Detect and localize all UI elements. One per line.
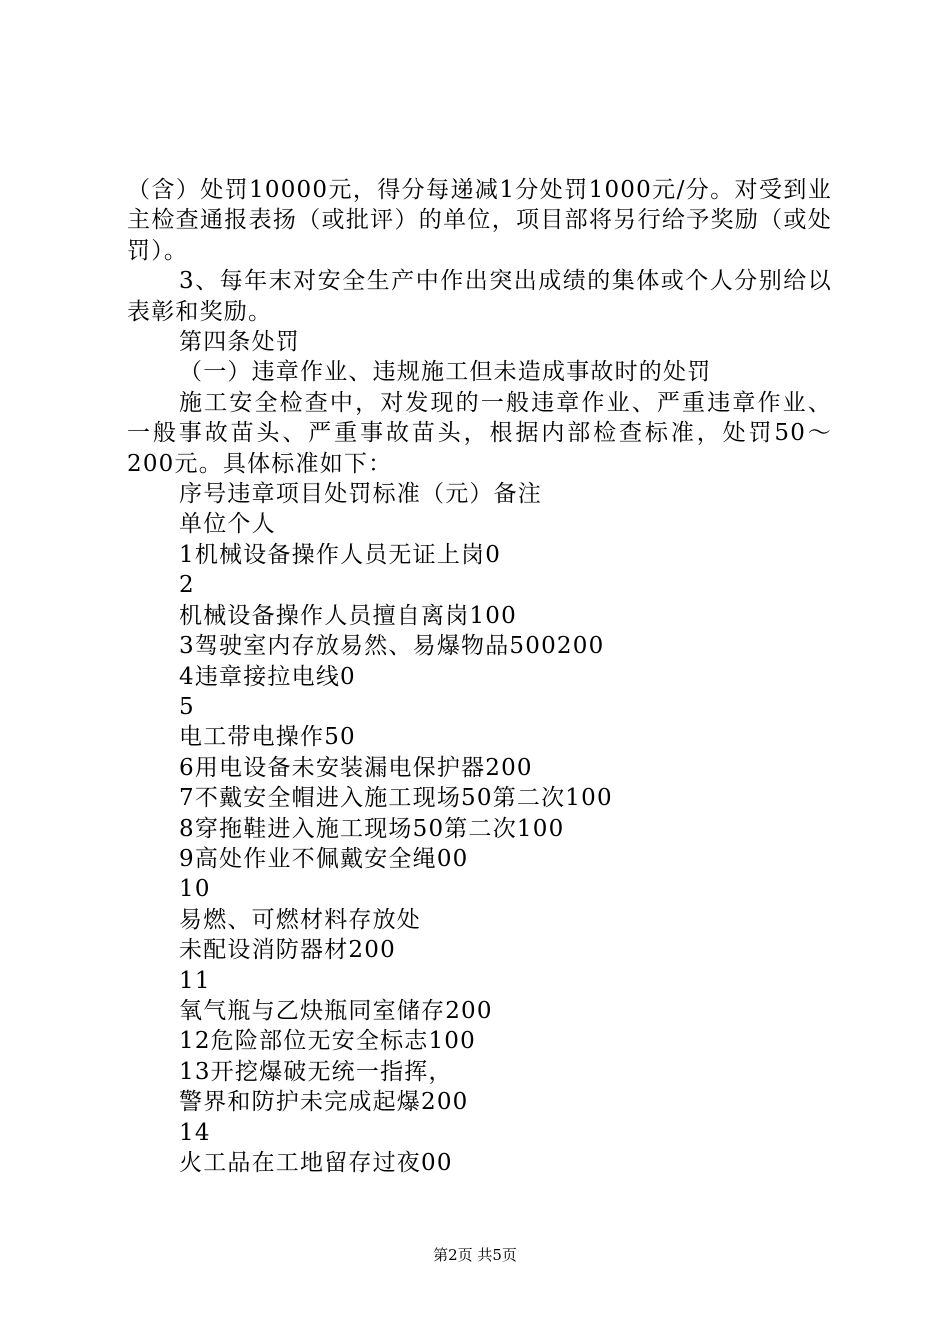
paragraph: 8穿拖鞋进入施工现场50第二次100 — [179, 815, 565, 842]
paragraph: 易燃、可燃材料存放处 — [179, 906, 421, 933]
paragraph: 5 — [179, 693, 195, 720]
paragraph: 14 — [179, 1119, 211, 1146]
paragraph: 9高处作业不佩戴安全绳00 — [179, 845, 469, 872]
paragraph: （一）违章作业、违规施工但未造成事故时的处罚 — [179, 359, 712, 386]
paragraph: （含）处罚10000元，得分每递减1分处罚1000元/分。对受到业主检查通报表扬（或批评）的单位，项目部将另行给予奖励（或处罚）。 — [127, 177, 832, 264]
paragraph: 机械设备操作人员擅自离岗100 — [179, 602, 517, 629]
paragraph: 11 — [179, 967, 211, 994]
paragraph: 施工安全检查中，对发现的一般违章作业、严重违章作业、一般事故苗头、严重事故苗头，根据内部检查标准，处罚50～200元。具体标准如下： — [127, 389, 832, 477]
paragraph: 警界和防护未完成起爆200 — [179, 1089, 469, 1116]
paragraph: 电工带电操作50 — [179, 724, 356, 751]
paragraph: 2 — [179, 572, 195, 599]
paragraph: 3驾驶室内存放易然、易爆物品500200 — [179, 633, 605, 660]
paragraph: 火工品在工地留存过夜00 — [179, 1150, 453, 1176]
paragraph: 第四条处罚 — [179, 329, 300, 356]
paragraph: 12危险部位无安全标志100 — [179, 1028, 476, 1055]
paragraph: 序号违章项目处罚标准（元）备注 — [179, 481, 542, 508]
paragraph: 氧气瓶与乙炔瓶同室储存200 — [179, 997, 493, 1024]
page-footer: 第2页 共5页 — [433, 1246, 517, 1264]
paragraph: 1机械设备操作人员无证上岗0 — [179, 541, 502, 568]
paragraph: 单位个人 — [179, 511, 276, 538]
paragraph: 10 — [179, 876, 211, 903]
paragraph: 6用电设备未安装漏电保护器200 — [179, 754, 533, 781]
paragraph: 4违章接拉电线0 — [179, 663, 356, 690]
document-body — [127, 175, 832, 1178]
paragraph: 7不戴安全帽进入施工现场50第二次100 — [179, 785, 613, 812]
paragraph: 未配设消防器材200 — [179, 937, 396, 964]
paragraph: 13开挖爆破无统一指挥， — [179, 1058, 453, 1085]
paragraph: 3、每年末对安全生产中作出突出成绩的集体或个人分别给以表彰和奖励。 — [127, 268, 832, 325]
